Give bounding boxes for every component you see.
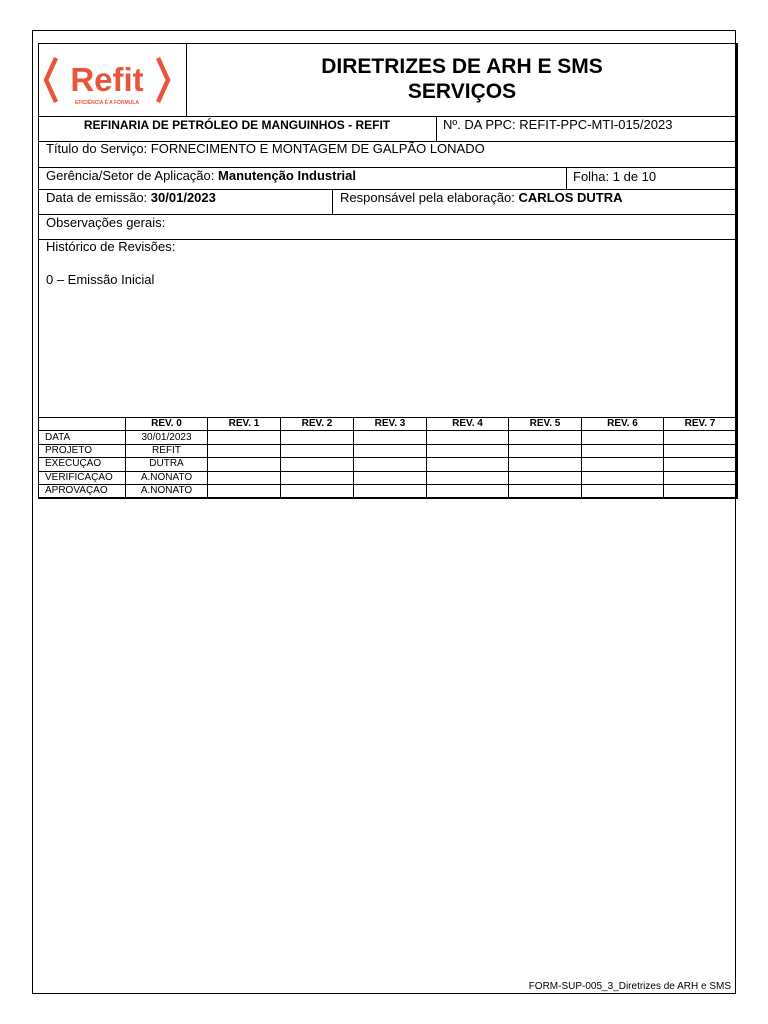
- refit-logo: [42, 54, 172, 108]
- empty-cell: [354, 458, 427, 471]
- title-line-1: DIRETRIZES DE ARH E SMS: [321, 55, 603, 78]
- responsible: [340, 190, 623, 206]
- empty-cell: [664, 471, 737, 484]
- rev0-value: 30/01/2023: [126, 431, 208, 444]
- table-row: [39, 444, 737, 457]
- divider: [436, 116, 437, 141]
- empty-cell: [509, 431, 582, 444]
- empty-cell: [582, 471, 664, 484]
- sheet-number: Folha: 1 de 10: [573, 169, 657, 184]
- title-line-2: SERVIÇOS: [407, 80, 517, 103]
- sector-value: Manutenção Industrial: [218, 168, 356, 183]
- issue-date: [46, 190, 216, 206]
- empty-cell: [281, 458, 354, 471]
- table-row: [39, 458, 737, 471]
- logo-tagline: EFICIÊNCIA É A FÓRMULA: [75, 100, 139, 106]
- empty-cell: [427, 471, 509, 484]
- revision-history-label: Histórico de Revisões:: [46, 239, 176, 254]
- empty-cell: [208, 458, 281, 471]
- empty-cell: [281, 444, 354, 457]
- general-notes-label: Observações gerais:: [46, 215, 166, 230]
- empty-cell: [582, 484, 664, 497]
- empty-cell: [427, 431, 509, 444]
- ppc-number: [443, 117, 672, 133]
- table-row: [39, 484, 737, 497]
- row-label: APROVAÇÃO: [39, 484, 126, 497]
- rev0-value: DUTRA: [126, 458, 208, 471]
- empty-cell: [427, 444, 509, 457]
- company-name: REFINARIA DE PETRÓLEO DE MANGUINHOS - REFIT: [83, 118, 391, 132]
- divider: [186, 43, 187, 116]
- form-code-footer: FORM-SUP-005_3_Diretrizes de ARH e SMS: [528, 981, 731, 992]
- revision-header-cell: REV. 5: [509, 418, 582, 431]
- issue-value: 30/01/2023: [150, 190, 216, 205]
- document-title: [188, 54, 736, 104]
- empty-cell: [664, 458, 737, 471]
- empty-cell: [582, 458, 664, 471]
- empty-cell: [582, 431, 664, 444]
- empty-cell: [427, 458, 509, 471]
- divider: [566, 167, 567, 189]
- rev0-value: A.NONATO: [126, 471, 208, 484]
- revision-header-cell: REV. 3: [354, 418, 427, 431]
- left-bracket-icon: [46, 58, 56, 102]
- responsible-value: CARLOS DUTRA: [518, 190, 623, 205]
- table-row: [39, 431, 737, 444]
- empty-cell: [281, 431, 354, 444]
- divider: [332, 189, 333, 214]
- service-value: FORNECIMENTO E MONTAGEM DE GALPÃO LONADO: [150, 141, 485, 156]
- revision-header-cell: REV. 0: [126, 418, 208, 431]
- empty-cell: [427, 484, 509, 497]
- service-title: [46, 141, 485, 157]
- responsible-label: Responsável pela elaboração:: [340, 190, 515, 205]
- revision-header-row: [39, 418, 737, 431]
- empty-cell: [281, 471, 354, 484]
- empty-cell: [509, 484, 582, 497]
- sector-label: Gerência/Setor de Aplicação:: [46, 168, 215, 183]
- empty-cell: [208, 431, 281, 444]
- revision-history-entry: 0 – Emissão Inicial: [46, 272, 155, 287]
- ppc-value: REFIT-PPC-MTI-015/2023: [519, 117, 673, 132]
- empty-cell: [208, 471, 281, 484]
- empty-cell: [664, 484, 737, 497]
- sector: [46, 168, 356, 184]
- empty-cell: [509, 471, 582, 484]
- empty-cell: [354, 484, 427, 497]
- rev0-value: A.NONATO: [126, 484, 208, 497]
- empty-cell: [354, 431, 427, 444]
- empty-cell: [208, 444, 281, 457]
- revision-header-cell: [39, 418, 126, 431]
- rev0-value: REFIT: [126, 444, 208, 457]
- table-row: [39, 471, 737, 484]
- row-label: DATA: [39, 431, 126, 444]
- empty-cell: [664, 444, 737, 457]
- revision-header-cell: REV. 2: [281, 418, 354, 431]
- revision-header-cell: REV. 6: [582, 418, 664, 431]
- logo-text: Refit: [70, 61, 144, 98]
- empty-cell: [354, 444, 427, 457]
- empty-cell: [281, 484, 354, 497]
- empty-cell: [509, 444, 582, 457]
- issue-label: Data de emissão:: [46, 190, 148, 205]
- empty-cell: [354, 471, 427, 484]
- ppc-label: Nº. DA PPC:: [443, 117, 516, 132]
- row-label: EXECUÇÃO: [39, 458, 126, 471]
- right-bracket-icon: [158, 58, 168, 102]
- revision-header-cell: REV. 1: [208, 418, 281, 431]
- revision-table: [38, 417, 737, 498]
- row-label: PROJETO: [39, 444, 126, 457]
- row-label: VERIFICAÇÃO: [39, 471, 126, 484]
- empty-cell: [208, 484, 281, 497]
- empty-cell: [509, 458, 582, 471]
- revision-header-cell: REV. 7: [664, 418, 737, 431]
- service-label: Título do Serviço:: [46, 141, 148, 156]
- revision-header-cell: REV. 4: [427, 418, 509, 431]
- empty-cell: [582, 444, 664, 457]
- empty-cell: [664, 431, 737, 444]
